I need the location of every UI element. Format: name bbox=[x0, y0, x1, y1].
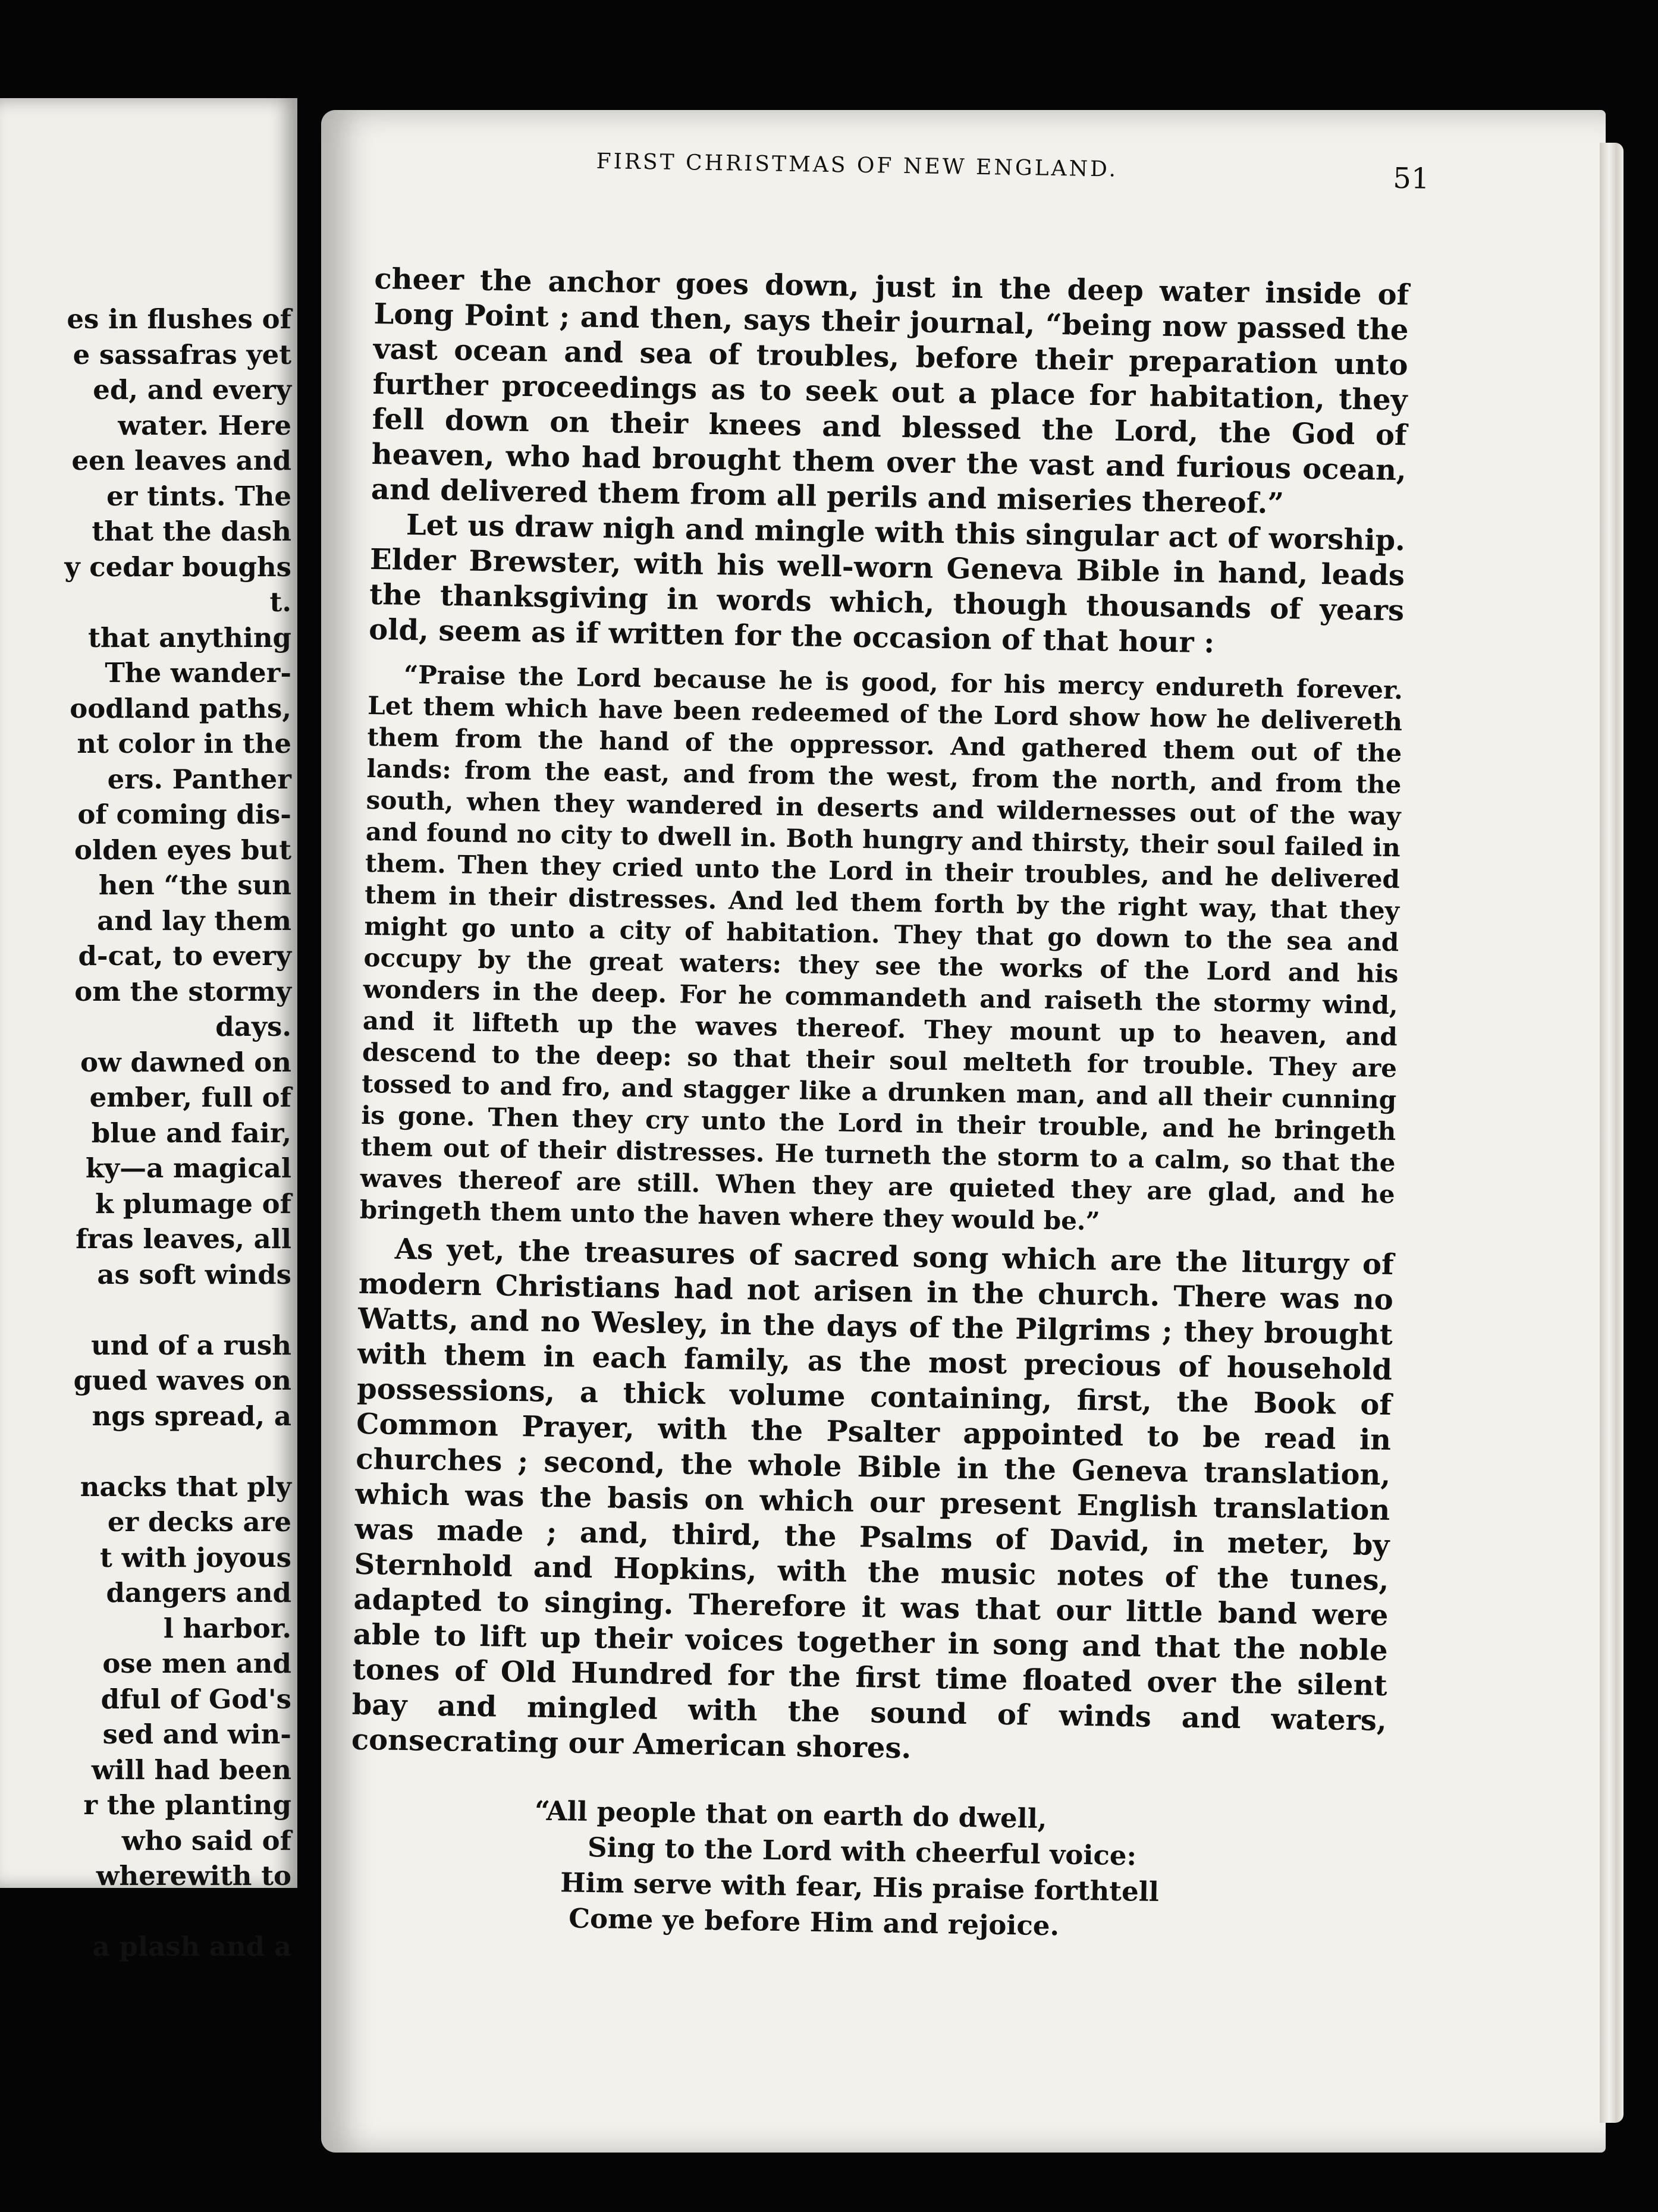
left-page-line: a plash and a bbox=[92, 1931, 291, 1962]
left-page-line: l harbor. bbox=[163, 1612, 291, 1644]
left-page-line: dful of God's bbox=[101, 1683, 291, 1715]
page-number: 51 bbox=[1392, 161, 1430, 196]
paragraph-1: cheer the anchor goes down, just in the deep water inside of Long Point ; and then, says their journal, “being now passed the vast ocean and sea of troubles, before their preparation unto further proceedings as to seek out a place for habitation, they fell down on their knees and blessed the Lord, the God of heaven, who had brought them over the vast and furious ocean, and delivered them from all perils and miseries thereof.” bbox=[370, 262, 1409, 521]
left-page-line: wherewith to bbox=[96, 1860, 291, 1891]
left-page-line: that the dash bbox=[92, 516, 291, 547]
left-page-line: und of a rush bbox=[91, 1329, 291, 1361]
running-head: FIRST CHRISTMAS OF NEW ENGLAND. bbox=[596, 149, 1119, 182]
left-page-line: as soft winds bbox=[97, 1258, 291, 1290]
left-page-line: water. Here bbox=[118, 409, 291, 441]
left-page-line: r the planting bbox=[83, 1789, 291, 1821]
left-page-line: fras leaves, all bbox=[76, 1223, 291, 1255]
left-page-line: ow dawned on bbox=[80, 1046, 291, 1078]
left-page-line: nacks that ply bbox=[80, 1471, 291, 1503]
left-page-line: ngs spread, a bbox=[92, 1400, 291, 1432]
left-page-line: blue and fair, bbox=[91, 1117, 291, 1149]
scripture-quote: “Praise the Lord because he is good, for his mercy endureth forever. Let them which have been redeemed of the Lord show how he delivereth them from the hand of the oppressor. And gathered them out of the lands: from the east, and from the west, from the north, and from the south, when they wandered in deserts and wildernesses out of the way and found no city to dwell in. Both hungry and thirsty, their soul failed in them. Then they cried unto the Lord in their troubles, and he delivered them in their distresses. And led them forth by the right way, that they might go unto a city of habitation. They that go down to the sea and occupy by the great waters: they see the works of the Lord and his wonders in the deep. For he commandeth and raiseth the stormy wind, and it lifteth up the waves thereof. They mount up to heaven, and descend to the deep: so that their soul melteth for trouble. They are tossed to and fro, and stagger like a drunken man, and all their cunning is gone. Then they cry unto the Lord in their trouble, and he bringeth them out of their distresses. He turneth the storm to a calm, so that the waves thereof are still. When they are quieted they are glad, and he bringeth them unto the haven where they would be.” bbox=[359, 659, 1403, 1236]
left-page-line: er decks are bbox=[107, 1506, 291, 1538]
left-page-line: days. bbox=[215, 1011, 291, 1042]
right-page bbox=[321, 110, 1606, 2153]
left-page-line: nt color in the bbox=[77, 728, 291, 759]
left-page-line: t. bbox=[269, 586, 291, 618]
left-page-line: oodland paths, bbox=[70, 692, 291, 724]
left-page-line: hen “the sun bbox=[98, 869, 291, 901]
left-page-line: who said of bbox=[121, 1824, 291, 1856]
left-page bbox=[0, 98, 297, 1962]
left-page-line: The wander- bbox=[105, 657, 291, 689]
page-edge bbox=[1600, 143, 1624, 2123]
left-page-line: that anything bbox=[88, 621, 291, 653]
left-page-line: een leaves and bbox=[71, 445, 291, 476]
left-page-line: es in flushes of bbox=[67, 303, 291, 335]
hymn-line: Sing to the Lord with cheerful voice: bbox=[587, 1831, 1137, 1872]
left-page-line: and lay them bbox=[97, 904, 291, 937]
left-page-line: of coming dis- bbox=[77, 799, 291, 830]
left-page-line: t with joyous bbox=[100, 1541, 291, 1573]
left-page-line: ers. Panther bbox=[107, 763, 291, 795]
left-page-line: y cedar boughs bbox=[64, 551, 291, 583]
hymn-line: Come ye before Him and rejoice. bbox=[568, 1902, 1060, 1942]
left-page-line: om the stormy bbox=[74, 975, 291, 1007]
paragraph-3: As yet, the treasures of sacred song which are the liturgy of modern Christians had not arisen in the church. There was no Watts, and no Wesley, in the days of the Pilgrims ; they brought with them in each family, as the most precious of household possessions, a thick volume containing, first, the Book of Common Prayer, with the Psalter appointed to be read in churches ; second, the whole Bible in the Geneva translation, which was the basis on which our present English translation was made ; and, third, the Psalms of David, in meter, by Sternhold and Hopkins, with the music notes of the tunes, adapted to singing. Therefore it was that our little band were able to lift up their voices together in song and that the noble tones of Old Hundred for the first time floated over the silent bay and mingled with the sound of winds and waters, consecrating our American shores. bbox=[351, 1232, 1395, 1765]
left-page-line: k plumage of bbox=[95, 1187, 291, 1220]
left-page-line: sed and win- bbox=[102, 1718, 291, 1750]
left-page-line: ed, and every bbox=[93, 374, 291, 406]
left-page-line: er tints. The bbox=[106, 480, 291, 512]
left-page-line: e sassafras yet bbox=[73, 338, 291, 370]
hymn-verse bbox=[533, 1793, 1386, 1949]
left-page-line: will had been bbox=[91, 1754, 291, 1786]
left-page-line: d-cat, to every bbox=[78, 940, 291, 972]
hymn-line: Him serve with fear, His praise forthtell bbox=[560, 1867, 1160, 1908]
left-page-line: dangers and bbox=[106, 1577, 291, 1608]
page-content bbox=[348, 149, 1430, 1949]
left-page-line: olden eyes but bbox=[74, 834, 291, 866]
left-page-line: ky—a magical bbox=[85, 1152, 291, 1184]
left-page-line: ose men and bbox=[102, 1648, 291, 1679]
left-page-line: ember, full of bbox=[89, 1082, 291, 1113]
hymn-line: “All people that on earth do dwell, bbox=[534, 1795, 1047, 1835]
paragraph-2: Let us draw nigh and mingle with this singular act of worship. Elder Brewster, with his well-worn Geneva Bible in hand, leads the thanksgiving in words which, though thousands of years old, seem as if written for the occasion of that hour : bbox=[368, 508, 1406, 660]
left-page-line: gued waves on bbox=[73, 1365, 291, 1396]
